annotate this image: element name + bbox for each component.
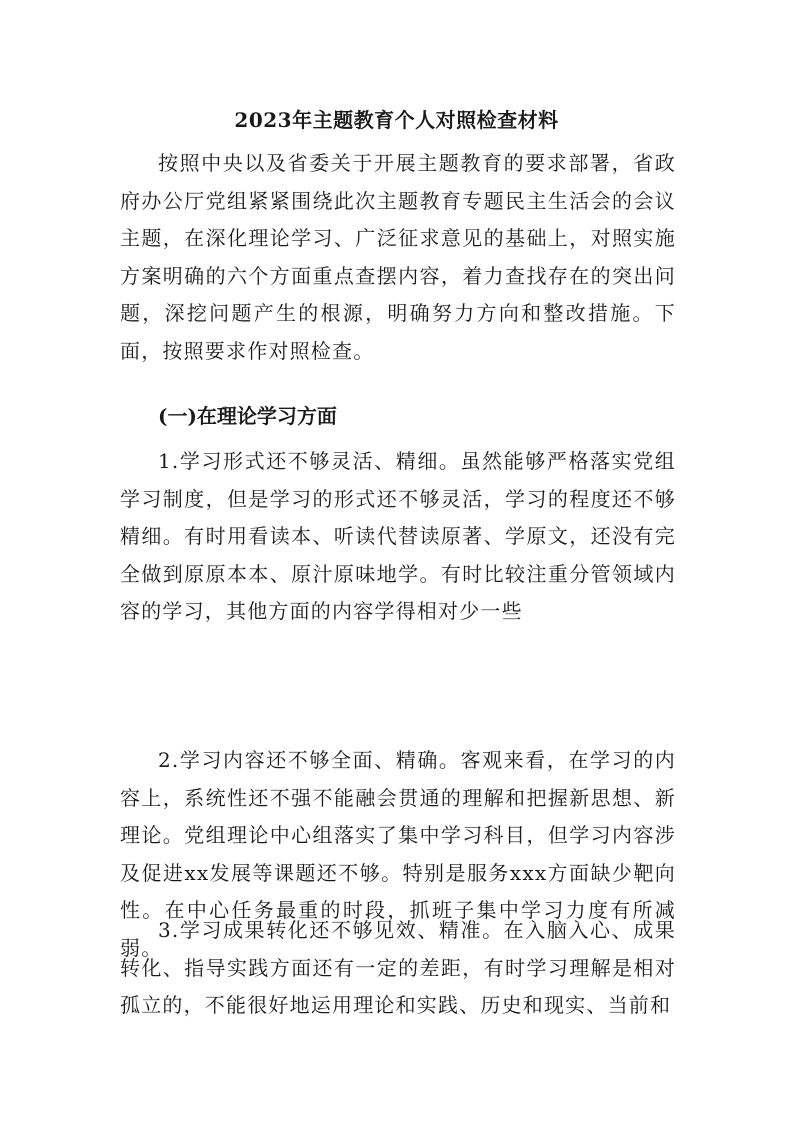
paragraph-item-2: 2.学习内容还不够全面、精确。客观来看，在学习的内容上，系统性还不强不能融会贯通的理解和把握新思想、新理论。党组理论中心组落实了集中学习科目，但学习内容涉及促进xx发展等课题还不够。特别是服务xxx方面缺少靶向性。在中心任务最重的时段，抓班子集中学习力度有所减弱。 xyxy=(120,748,676,960)
paragraph-item-3: 3.学习成果转化还不够见效、精准。在入脑入心、成果转化、指导实践方面还有一定的差距，有时学习理解是相对孤立的，不能很好地运用理论和实践、历史和现实、当前和 xyxy=(120,918,676,1017)
intro-paragraph: 按照中央以及省委关于开展主题教育的要求部署，省政府办公厅党组紧紧围绕此次主题教育专题民主生活会的会议主题，在深化理论学习、广泛征求意见的基础上，对照实施方案明确的六个方面重点查摆内容，着力查找存在的突出问题，深挖问题产生的根源，明确努力方向和整改措施。下面，按照要求作对照检查。 xyxy=(120,151,676,363)
document-title: 2023年主题教育个人对照检查材料 xyxy=(234,108,559,132)
section-heading: (一)在理论学习方面 xyxy=(158,404,337,428)
paragraph-item-1: 1.学习形式还不够灵活、精细。虽然能够严格落实党组学习制度，但是学习的形式还不够灵活，学习的程度还不够精细。有时用看读本、听读代替读原著、学原文，还没有完全做到原原本本、原汁原味地学。有时比较注重分管领域内容的学习，其他方面的内容学得相对少一些 xyxy=(120,449,676,623)
